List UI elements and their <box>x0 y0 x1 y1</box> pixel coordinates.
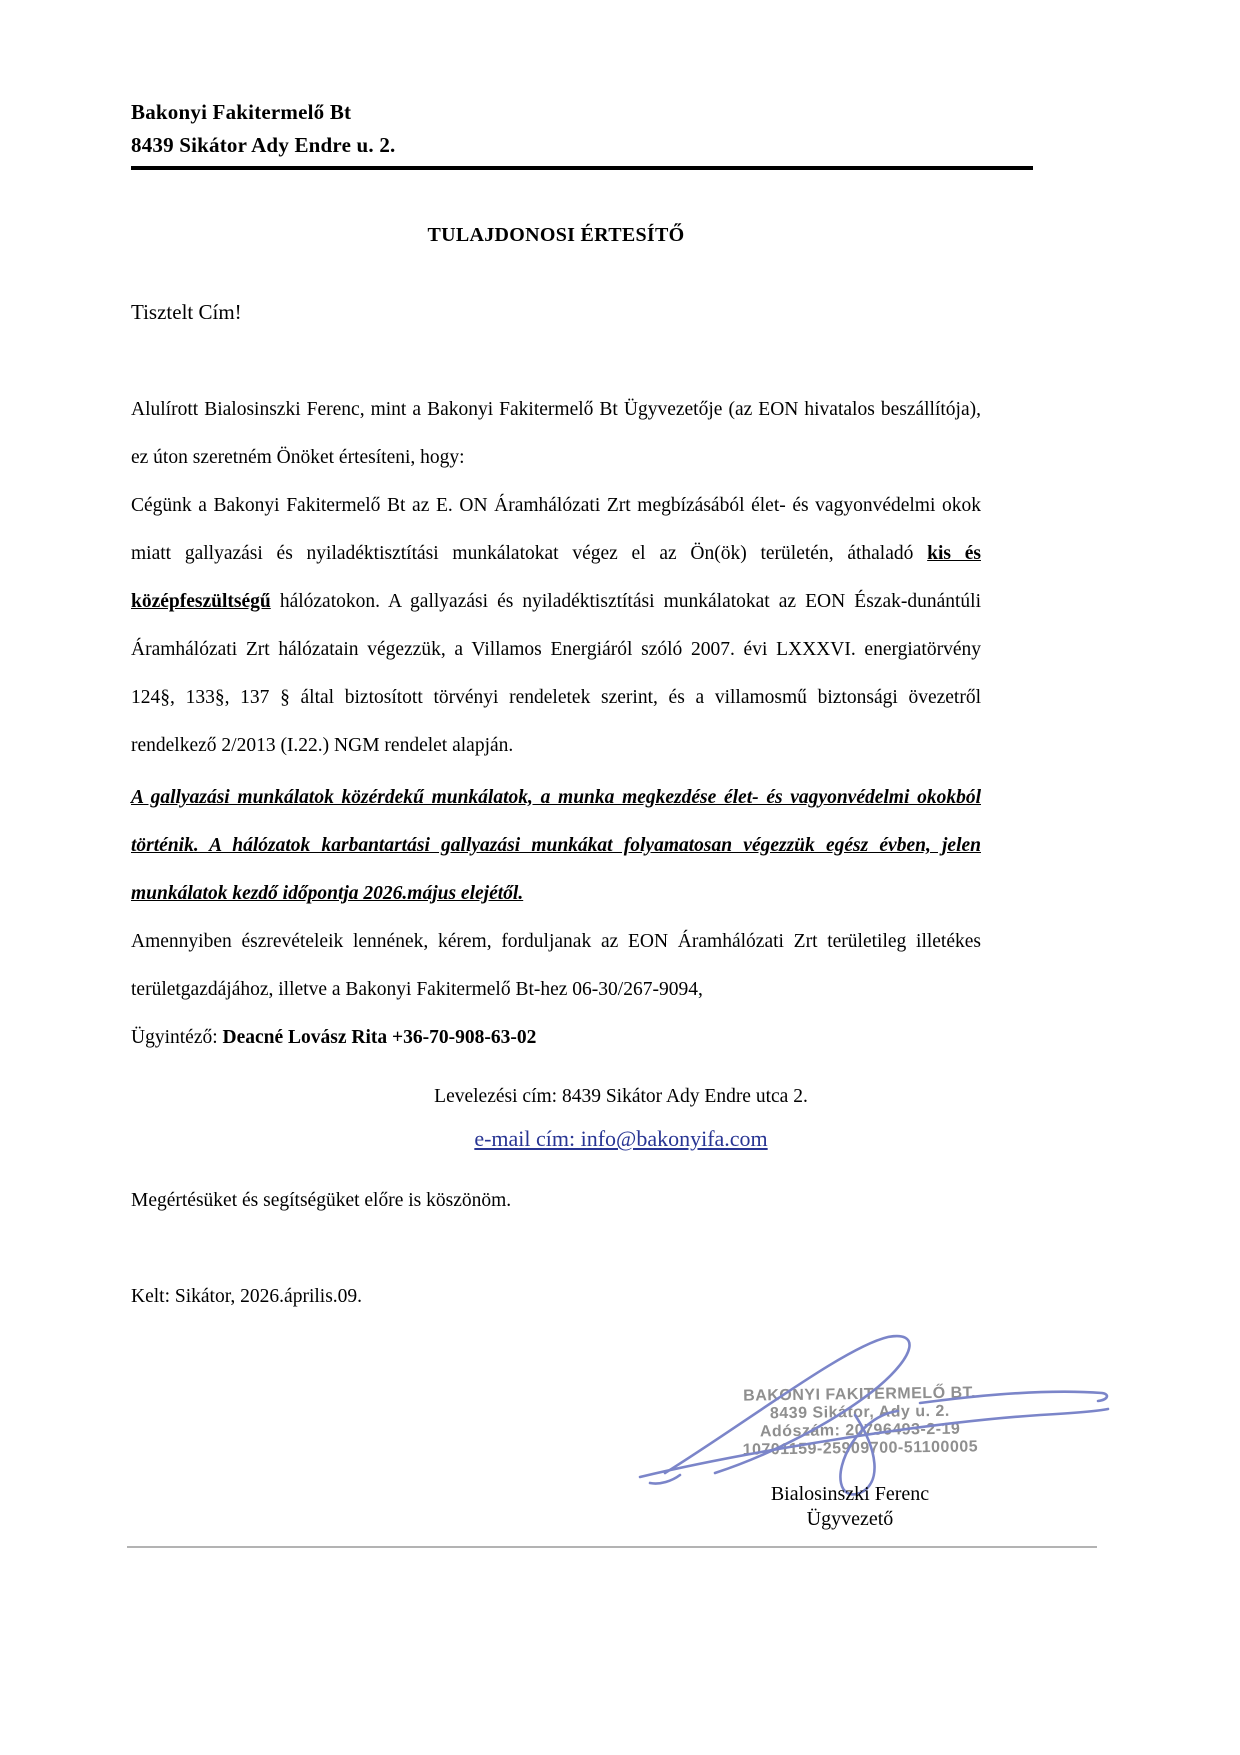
footer-divider <box>127 1546 1097 1548</box>
stamp-bank-number: 10701159-25909700-51100005 <box>742 1438 979 1459</box>
paragraph-contact: Amennyiben észrevételeik lennének, kérem, forduljanak az EON Áramhálózati Zrt területileg illetékes területgazdájához, illetve a Bakonyi Fakitermelő Bt-hez 06-30/267-9094, <box>131 931 981 1000</box>
date-line: Kelt: Sikátor, 2026.április.09. <box>131 1286 363 1307</box>
mailing-address-line: Levelezési cím: 8439 Sikátor Ady Endre utca 2. <box>434 1086 808 1107</box>
stamp-tax-number: Adószám: 20796493-2-19 <box>759 1420 961 1441</box>
paragraph-emphasis: A gallyazási munkálatok közérdekű munkálatok, a munka megkezdése élet- és vagyonvédelmi okokból történik. A hálózatok karbantartási gallyazási munkákat folyamatosan végezzük egész évben, jelen munkálatok kezdő időpontja 2026.május elejétől. <box>131 787 981 904</box>
thanks-line: Megértésüket és segítségüket előre is köszönöm. <box>131 1190 512 1211</box>
letterhead-address: 8439 Sikátor Ady Endre u. 2. <box>131 133 396 157</box>
greeting: Tisztelt Cím! <box>131 300 242 324</box>
stamp-address: 8439 Sikátor, Ady u. 2. <box>769 1402 950 1423</box>
paragraph-intro: Alulírott Bialosinszki Ferenc, mint a Bakonyi Fakitermelő Bt Ügyvezetője (az EON hivatalos beszállítója), ez úton szeretném Önöket értesíteni, hogy: <box>131 399 981 468</box>
paragraph-body <box>131 482 981 770</box>
letterhead-company-name: Bakonyi Fakitermelő Bt <box>131 100 352 124</box>
signature-scribble-icon <box>620 1325 1120 1500</box>
stamp-company: BAKONYI FAKITERMELŐ BT. <box>743 1384 977 1405</box>
officer-line <box>131 1014 981 1062</box>
paragraph-body-end: hálózatokon. A gallyazási és nyiladéktisztítási munkálatokat az EON Észak-dunántúli Áramhálózati Zrt hálózatain végezzük, a Villamos Energiáról szóló 2007. évi LXXXVI. energiatörvény 124§, 133§, 137 § által biztosított törvényi rendeletek szerint, és a villamosmű biztonsági övezetről rendelkező 2/2013 (I.22.) NGM rendelet alapján. <box>131 591 981 756</box>
signatory-name: Bialosinszki Ferenc <box>770 1483 930 1505</box>
email-link[interactable]: e-mail cím: info@bakonyifa.com <box>474 1126 768 1151</box>
letterhead-rule <box>131 166 1033 170</box>
officer-name-phone: Deacné Lovász Rita +36-70-908-63-02 <box>222 1027 537 1048</box>
document-title: TULAJDONOSI ÉRTESÍTŐ <box>427 224 685 246</box>
email-line-wrap <box>131 1126 1111 1152</box>
signatory-role: Ügyvezető <box>806 1508 894 1530</box>
officer-label: Ügyintéző: <box>131 1027 223 1048</box>
paragraph-body-start: Cégünk a Bakonyi Fakitermelő Bt az E. ON Áramhálózati Zrt megbízásából élet- és vagyonvédelmi okok miatt gallyazási és nyiladéktisztítási munkálatokat végez el az Ön(ök) területén, áthaladó <box>131 495 981 564</box>
paragraph-body-highlight: kis és középfeszültségű <box>131 543 981 612</box>
